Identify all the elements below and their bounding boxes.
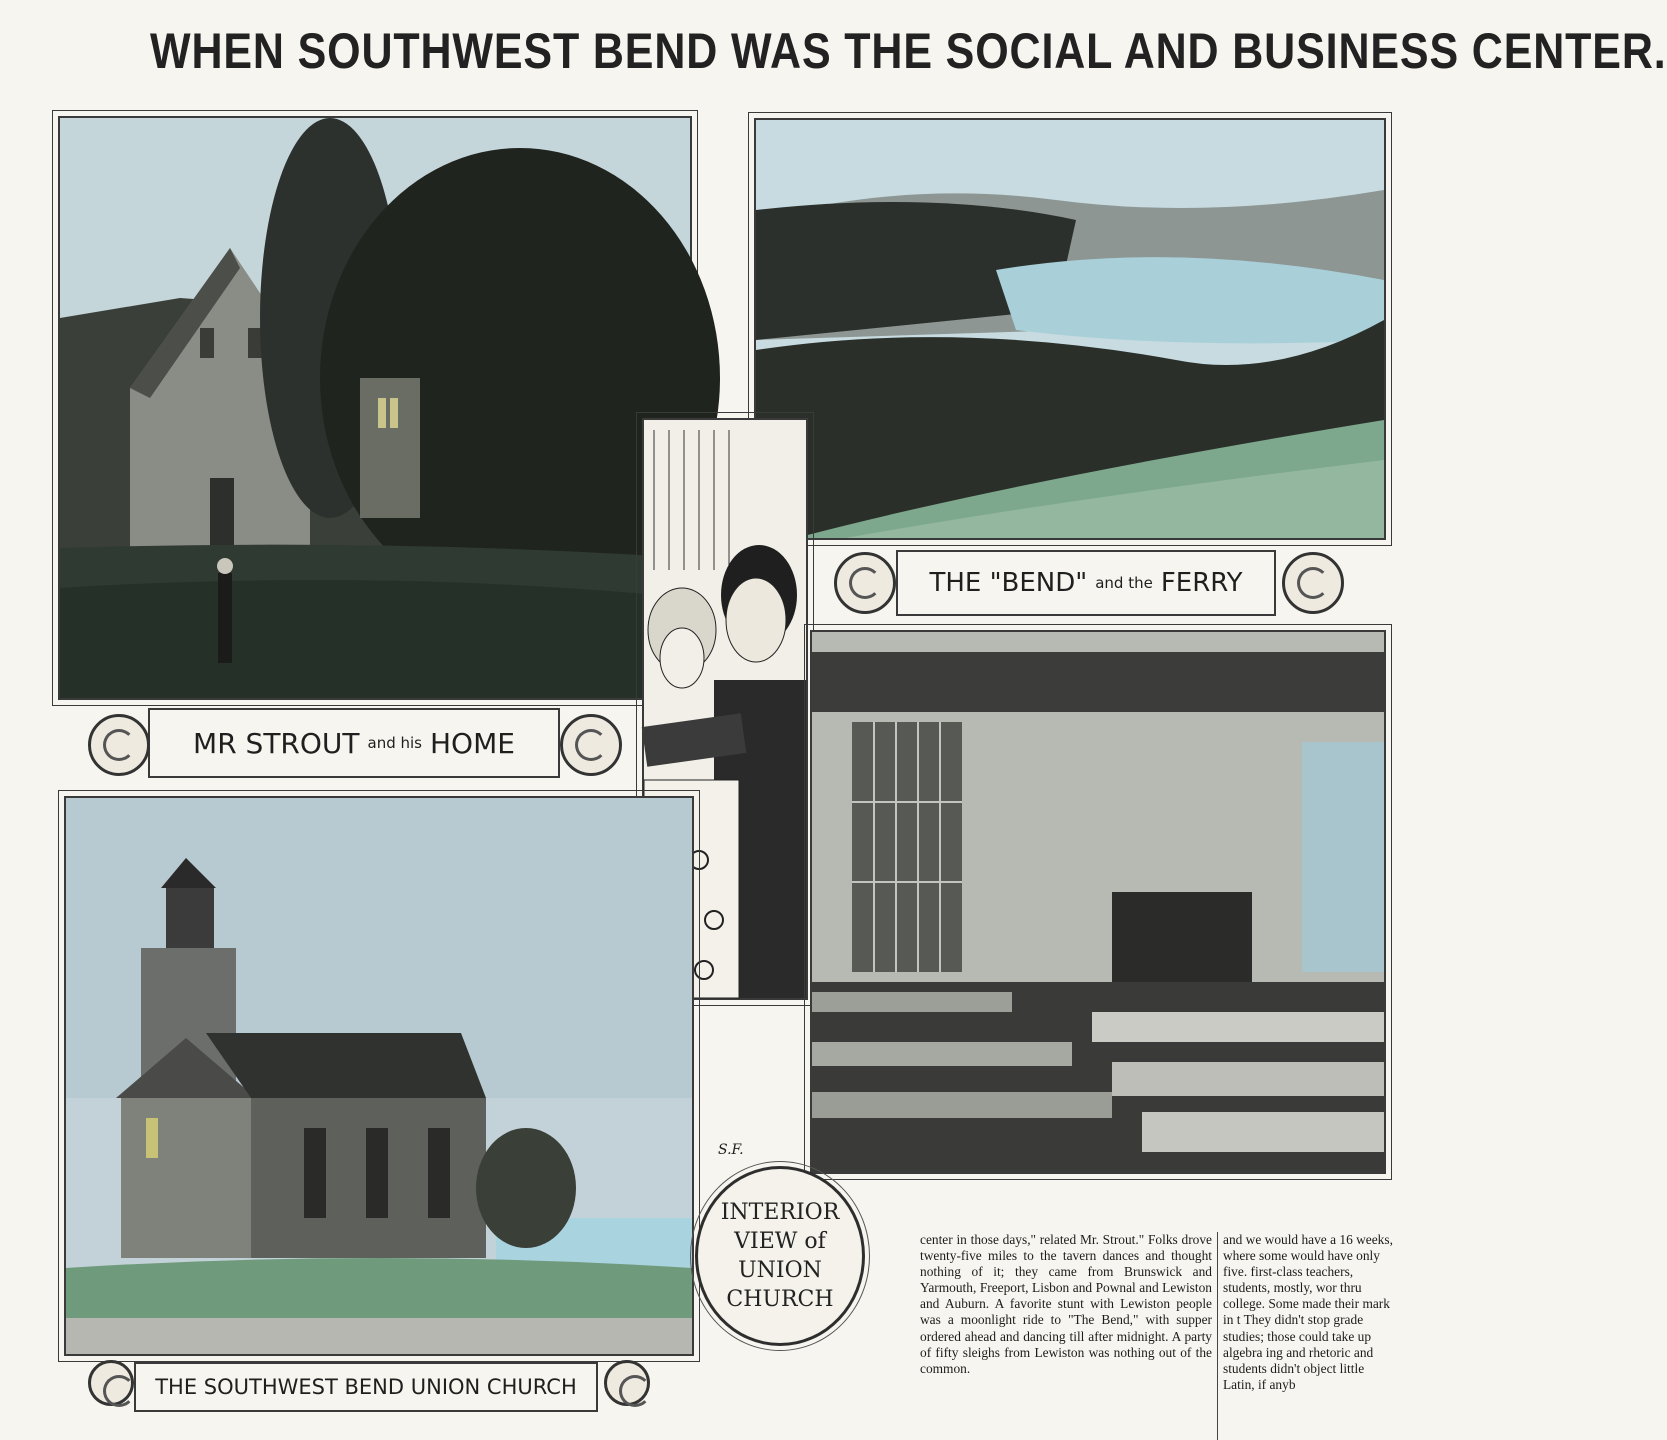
article-column-1 [920,1232,1212,1440]
scroll-ornament-right-icon [604,1360,650,1406]
caption-union-church-text: THE SOUTHWEST BEND UNION CHURCH [155,1375,577,1399]
caption-interior-line2: VIEW of [734,1229,826,1254]
scroll-ornament-left-icon [88,714,150,776]
scroll-ornament-right-icon [560,714,622,776]
photo-union-church [64,796,694,1356]
caption-interior-line4: CHURCH [726,1287,834,1312]
caption-bend-main1: THE "BEND" [929,568,1088,598]
photo-church-interior [810,630,1386,1174]
headline: WHEN SOUTHWEST BEND WAS THE SOCIAL AND BUSINESS CENTER. [150,23,1667,79]
illustrator-signature: S.F. [718,1142,744,1158]
article-col2-text: and we would have a 16 weeks, where some would have only five. first-class teachers, students, mostly, wor thru college. Some made their mark in t They didn't stop grade studies; those could take up algebra ing and rhetoric and students didn't object little Latin, if anyb [1223,1232,1393,1392]
caption-strout-small: and his [367,734,422,752]
scroll-ornament-left-icon [88,1360,134,1406]
caption-union-church [134,1362,598,1412]
caption-bend-main2: FERRY [1160,568,1243,598]
caption-bend-small: and the [1095,574,1153,592]
article-column-2 [1223,1232,1395,1440]
photo-bend-ferry [754,118,1386,540]
scroll-ornament-left-icon [834,552,896,614]
article-col1-text: center in those days," related Mr. Strout." Folks drove twenty-five miles to the tavern dances and thought nothing of it; they came from Brunswick and Yarmouth, Freeport, Lisbon and Pownal and Lewiston and Auburn. A favorite stunt with Lewiston people was a moonlight ride to "The Bend," with supper ordered ahead and dancing till after midnight. A party of fifty sleighs from Lewiston was nothing out of the common. [920,1232,1212,1376]
caption-interior-line1: INTERIOR [720,1200,840,1225]
caption-strout-home [148,708,560,778]
photo-strout-home [58,116,692,700]
caption-interior-line3: UNION [738,1258,822,1283]
caption-bend-ferry [896,550,1276,616]
caption-interior-medallion [695,1166,865,1346]
column-rule [1217,1232,1218,1440]
scroll-ornament-right-icon [1282,552,1344,614]
caption-strout-main1: MR STROUT [193,726,360,760]
caption-strout-main2: HOME [430,726,515,760]
